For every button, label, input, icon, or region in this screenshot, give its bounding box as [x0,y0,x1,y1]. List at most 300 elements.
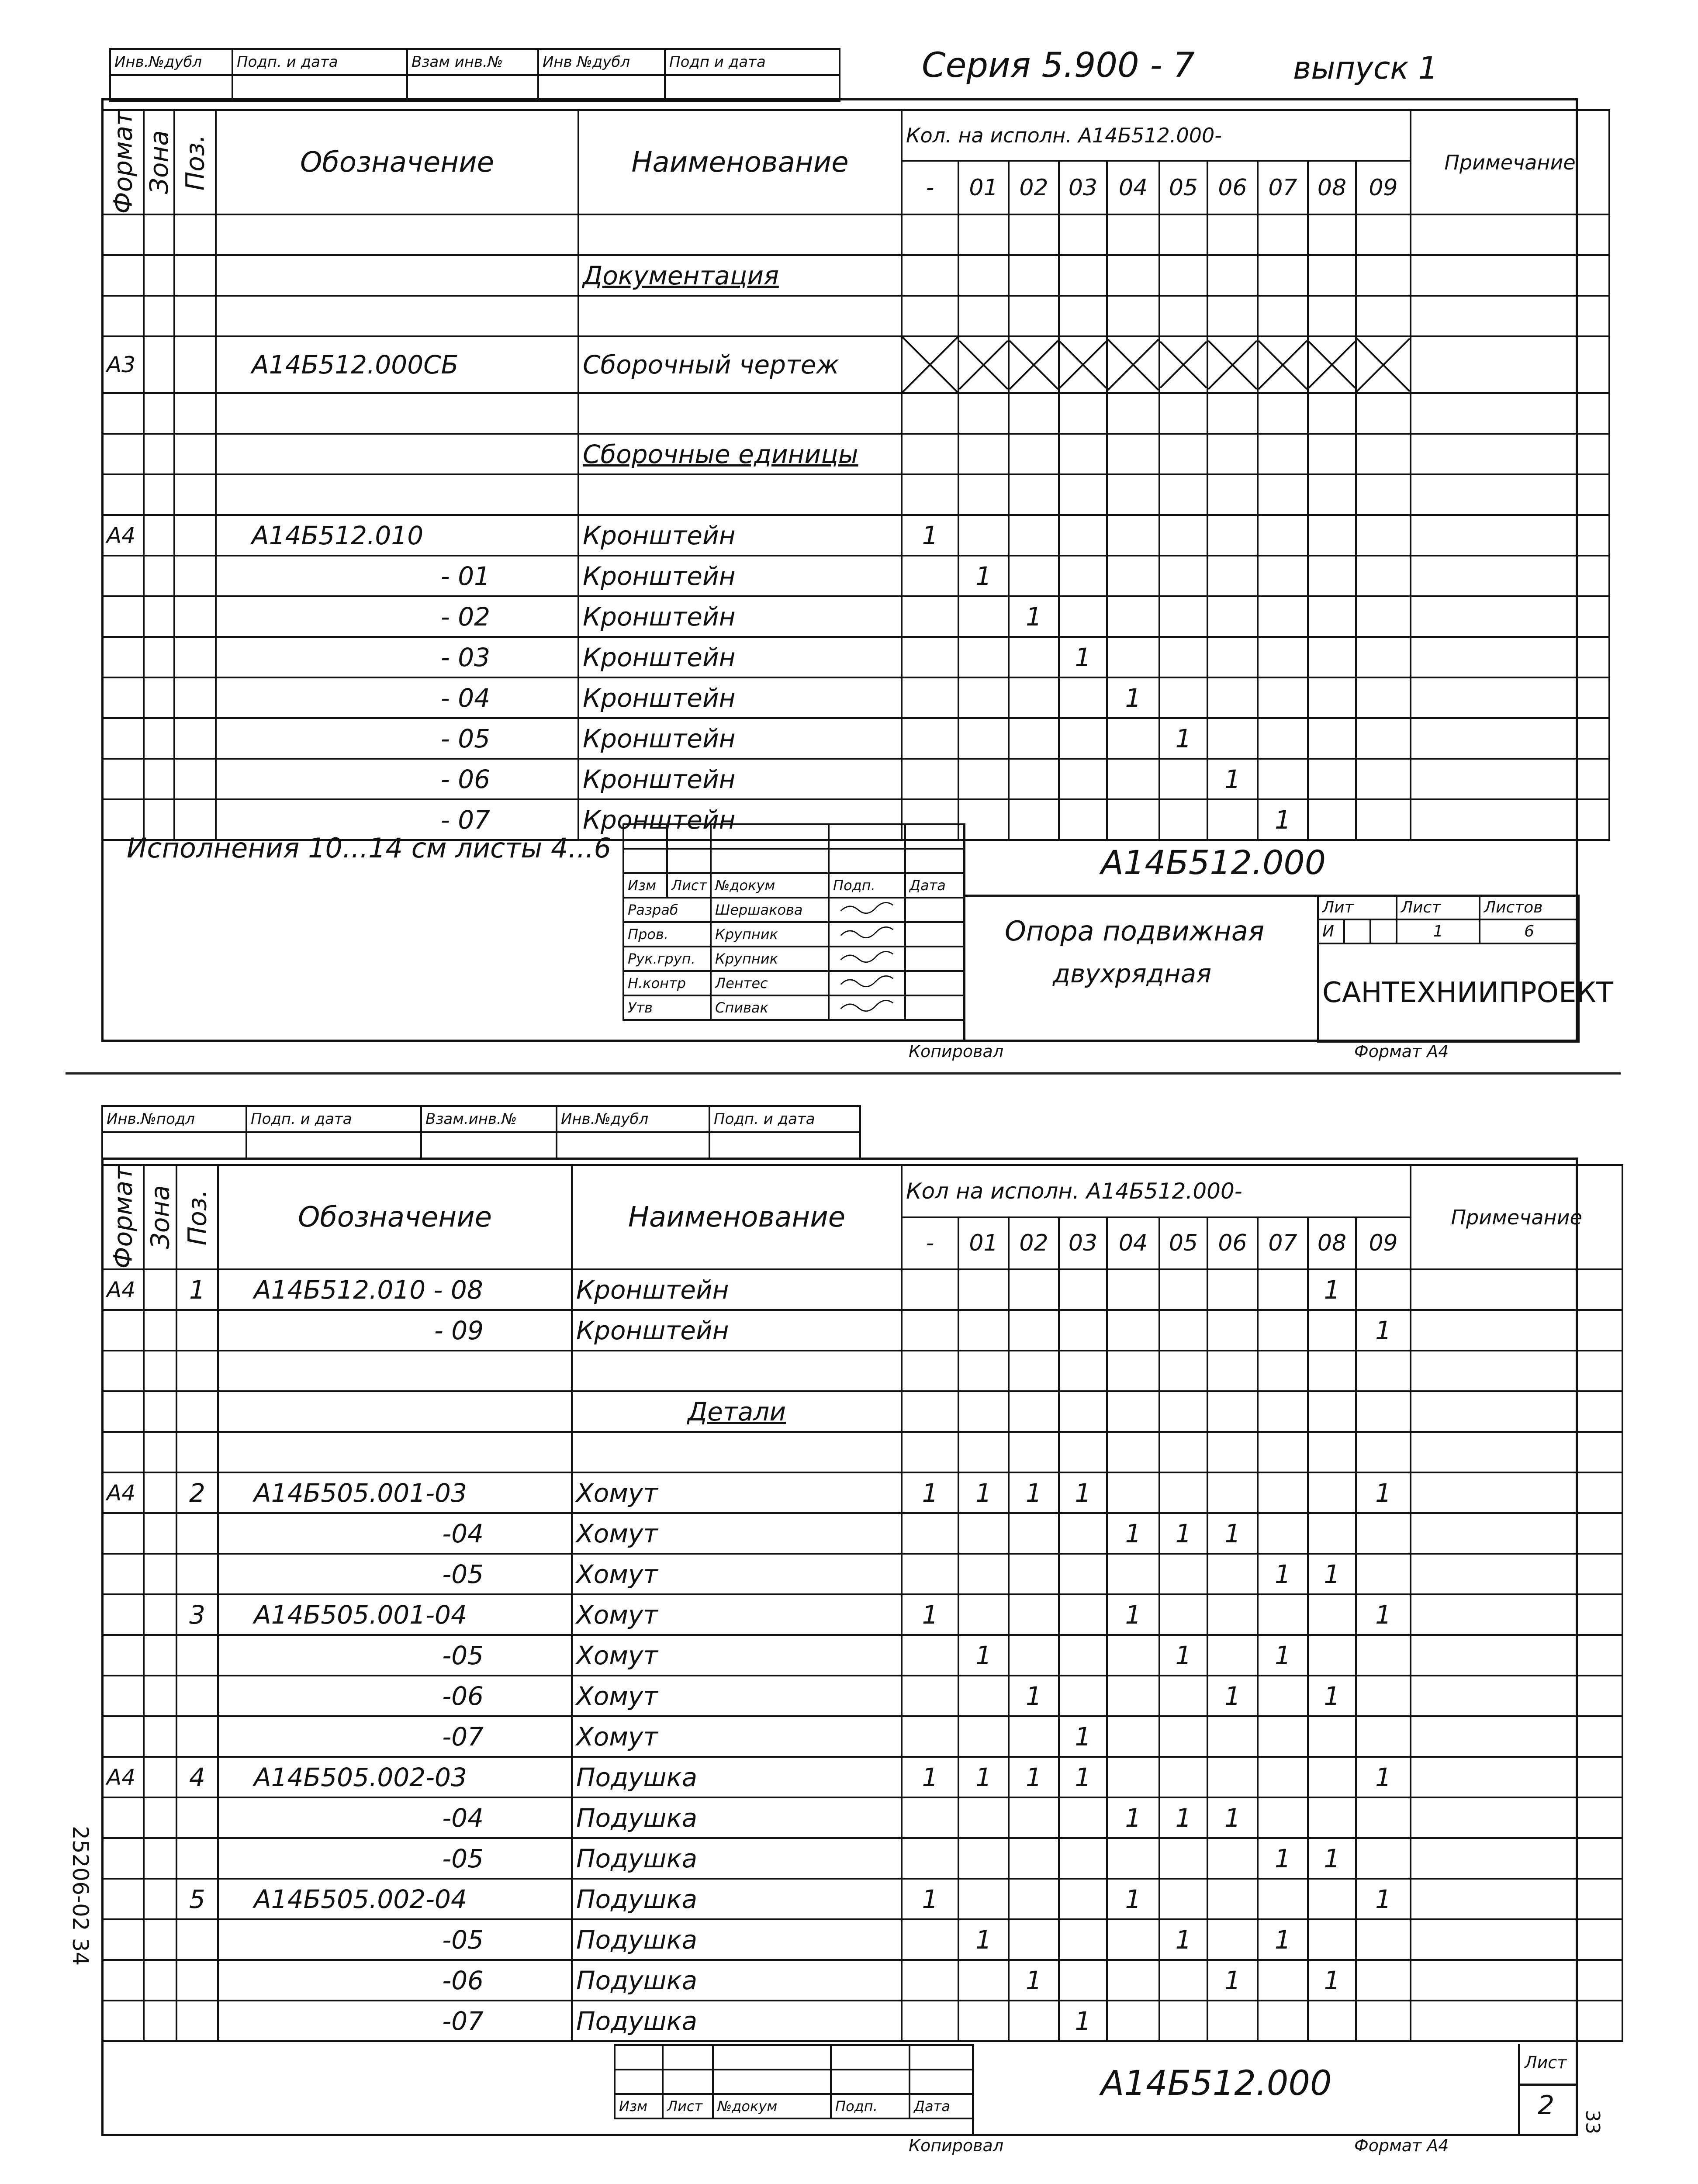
qty-cell [1159,1391,1207,1432]
variant-header: 01 [958,1217,1009,1270]
zone-cell [144,1391,176,1432]
qty-cell: 1 [1107,1797,1159,1838]
note-cell [1411,1472,1622,1513]
qty-cell: 1 [1159,1513,1207,1554]
sheet-2-stamp [101,1105,861,1159]
format-cell [102,1635,144,1676]
qty-cell [1107,1757,1159,1797]
qty-cell: 1 [1009,1472,1059,1513]
signature-cell [829,995,905,1020]
qty-cell: 1 [1258,1919,1308,1960]
format-cell [102,1432,144,1472]
format-cell [102,393,144,434]
cross-mark [959,341,1008,389]
qty-cell [958,2001,1009,2041]
signature-row [623,898,964,922]
table-row [102,515,1609,556]
table-row [102,1797,1622,1838]
designation-cell: -06 [218,1676,572,1716]
designation-cell: -07 [218,1716,572,1757]
qty-cell [1258,1351,1308,1391]
col-note: Примечание [1411,110,1609,214]
qty-cell: 1 [1159,1797,1207,1838]
qty-cell [1059,1797,1107,1838]
qty-cell [1207,1879,1258,1919]
note-cell [1411,1838,1622,1879]
qty-cell [1356,474,1411,515]
qty-cell [1308,336,1356,393]
qty-cell [958,759,1009,799]
sheet-label: Лист [1397,895,1480,919]
qty-cell: 1 [1009,1676,1059,1716]
qty-cell [1308,1351,1356,1391]
qty-cell [1159,1554,1207,1594]
qty-cell [1356,393,1411,434]
col-qty-title: Кол. на исполн. А14Б512.000- [902,110,1411,161]
designation-cell [216,296,578,336]
table-row [102,677,1609,718]
sheet-2-sheet-value: 2 [1538,2090,1555,2121]
qty-cell: 1 [1207,1676,1258,1716]
format-cell [102,1391,144,1432]
qty-cell [1308,2001,1356,2041]
stamp-cell: Подп. и дата [246,1106,421,1132]
table-row [102,718,1609,759]
signature-row [623,922,964,947]
qty-cell [1258,214,1308,255]
name-cell: Подушка [572,1838,902,1879]
designation-cell [218,1391,572,1432]
qty-cell [902,1351,958,1391]
series-label: Серия 5.900 - 7 [922,46,1195,85]
qty-cell [1107,255,1159,296]
note-cell [1411,393,1609,434]
qty-cell [1356,1919,1411,1960]
qty-cell [958,296,1009,336]
qty-cell [1059,1269,1107,1310]
pos-cell: 4 [176,1757,218,1797]
qty-cell [1159,1838,1207,1879]
qty-cell [958,1594,1009,1635]
sheet-1-spec-table [101,109,1610,841]
designation-cell: А14Б505.002-03 [218,1757,572,1797]
sheet-value: 1 [1397,919,1480,943]
signature-scribble [833,899,901,917]
note-cell [1411,1797,1622,1838]
date-cell [905,995,964,1020]
qty-cell [1159,393,1207,434]
qty-cell [1159,1472,1207,1513]
role-cell: Рук.груп. [623,947,711,971]
qty-cell [1356,677,1411,718]
qty-cell [958,474,1009,515]
designation-cell [216,214,578,255]
qty-cell [1009,1391,1059,1432]
sheet-2-sheet-label: Лист [1525,2053,1567,2072]
issue-label: выпуск 1 [1293,50,1438,86]
signature-scribble [833,948,901,966]
name-cell: Кронштейн [578,556,902,596]
name-cell [578,296,902,336]
qty-cell [1356,214,1411,255]
name-cell: Кронштейн [572,1269,902,1310]
note-cell [1411,255,1609,296]
qty-cell [1009,1594,1059,1635]
note-cell [1411,1757,1622,1797]
name-cell [578,474,902,515]
format-cell: А3 [102,336,144,393]
note-cell [1411,556,1609,596]
role-cell: Н.контр [623,971,711,995]
qty-cell [902,2001,958,2041]
copied-label: Копировал [909,1042,1004,1061]
pos-cell [176,1554,218,1594]
qty-cell: 1 [958,1919,1009,1960]
qty-cell: 1 [1107,1879,1159,1919]
qty-cell [1009,474,1059,515]
qty-cell [902,1960,958,2001]
format-cell [102,255,144,296]
pos-cell [174,718,216,759]
format-cell [102,556,144,596]
tb-line [1518,2084,1578,2086]
qty-cell [1009,677,1059,718]
zone-cell [144,1472,176,1513]
signature-cell [829,898,905,922]
signature-cell [829,922,905,947]
tb-hdr: Дата [910,2094,973,2118]
qty-cell [1356,336,1411,393]
col-format: Формат [102,1165,144,1269]
qty-cell [1207,637,1258,677]
qty-cell [1356,1432,1411,1472]
pos-cell [176,1351,218,1391]
designation-cell: -04 [218,1797,572,1838]
tb-line [963,823,965,1042]
tb-line [1518,2044,1520,2136]
qty-cell [1308,596,1356,637]
qty-cell [1258,1676,1308,1716]
note-cell [1411,1351,1622,1391]
qty-cell: 1 [958,1472,1009,1513]
note-cell [1411,515,1609,556]
sheet-separator [66,1072,1621,1075]
qty-cell [1107,1635,1159,1676]
qty-cell [1356,637,1411,677]
qty-cell [1207,214,1258,255]
qty-cell [1258,1269,1308,1310]
qty-cell [1308,214,1356,255]
qty-cell [1059,1351,1107,1391]
tb-hdr: Дата [905,873,964,898]
note-cell [1411,718,1609,759]
qty-cell [1107,799,1159,840]
qty-cell [1308,255,1356,296]
note-cell [1411,1513,1622,1554]
designation-cell [216,255,578,296]
qty-cell [902,1432,958,1472]
sheet-1-lit-table [1317,895,1613,1043]
name-cell: Подушка [572,1960,902,2001]
qty-cell: 1 [902,515,958,556]
designation-cell: А14Б512.010 [216,515,578,556]
pos-cell [176,1838,218,1879]
qty-cell [1159,1351,1207,1391]
pos-cell: 3 [176,1594,218,1635]
qty-cell [1009,1635,1059,1676]
variant-header: 01 [958,161,1009,215]
qty-cell [1258,1716,1308,1757]
qty-cell [1107,296,1159,336]
zone-cell [144,759,174,799]
table-row [102,336,1609,393]
name-cell: Хомут [572,1554,902,1594]
qty-cell [1258,759,1308,799]
qty-cell: 1 [1308,1554,1356,1594]
qty-cell: 1 [1107,1594,1159,1635]
sheet-2-spec-table [101,1164,1623,2042]
stamp-cell: Инв.№дубл [110,49,232,75]
qty-cell [1009,1797,1059,1838]
variant-header: 03 [1059,1217,1107,1270]
qty-cell [1207,1838,1258,1879]
designation-cell: А14Б505.002-04 [218,1879,572,1919]
qty-cell [902,434,958,474]
qty-cell: 1 [958,556,1009,596]
table-row [102,255,1609,296]
person-cell: Крупник [711,922,829,947]
pos-cell [174,393,216,434]
qty-cell: 1 [1356,1879,1411,1919]
qty-cell [1107,515,1159,556]
pos-cell [176,1716,218,1757]
qty-cell [902,1676,958,1716]
designation-cell: - 05 [216,718,578,759]
qty-cell [1356,1838,1411,1879]
variant-header: 08 [1308,161,1356,215]
name-cell: Сборочные единицы [578,434,902,474]
variant-header: 05 [1159,1217,1207,1270]
qty-cell [1308,474,1356,515]
qty-cell [958,255,1009,296]
qty-cell [1207,1351,1258,1391]
lit-label: Лит [1318,895,1397,919]
qty-cell [1159,474,1207,515]
qty-cell [1258,1757,1308,1797]
qty-cell [1107,1676,1159,1716]
qty-cell: 1 [1207,759,1258,799]
variant-header: 05 [1159,161,1207,215]
qty-cell [1258,718,1308,759]
pos-cell [174,434,216,474]
qty-cell [902,1635,958,1676]
qty-cell [1059,677,1107,718]
qty-cell [1258,255,1308,296]
pos-cell [176,1391,218,1432]
qty-cell [1258,1391,1308,1432]
qty-cell [902,718,958,759]
qty-cell [1009,1269,1059,1310]
qty-cell [1059,393,1107,434]
qty-cell: 1 [1308,1960,1356,2001]
qty-cell [1258,336,1308,393]
qty-cell [1009,1351,1059,1391]
qty-cell [1356,255,1411,296]
note-cell [1411,1594,1622,1635]
qty-cell [1258,1310,1308,1351]
role-cell: Утв [623,995,711,1020]
name-cell: Подушка [572,1919,902,1960]
table-row [102,214,1609,255]
qty-cell [902,1554,958,1594]
qty-cell [1107,434,1159,474]
table-row [102,1391,1622,1432]
tb-hdr: Лист [663,2094,713,2118]
note-cell [1411,1879,1622,1919]
name-cell: Подушка [572,1797,902,1838]
format-cell [102,296,144,336]
variant-header: 07 [1258,1217,1308,1270]
date-cell [905,922,964,947]
qty-cell [1308,296,1356,336]
pos-cell [174,596,216,637]
sheet-1-designation: А14Б512.000 [1101,843,1326,882]
pos-cell [176,1513,218,1554]
qty-cell [1207,1554,1258,1594]
qty-cell [1308,1472,1356,1513]
zone-cell [144,515,174,556]
person-cell: Спивак [711,995,829,1020]
qty-cell [1356,1716,1411,1757]
sheet-1-title-signatures [622,823,965,1021]
qty-cell [902,255,958,296]
name-cell: Хомут [572,1472,902,1513]
format-cell [102,677,144,718]
note-cell [1411,2001,1622,2041]
qty-cell [1258,1879,1308,1919]
variant-header: 02 [1009,1217,1059,1270]
qty-cell [958,1513,1009,1554]
note-cell [1411,637,1609,677]
stamp-cell: Взам инв.№ [407,49,538,75]
table-row [102,474,1609,515]
qty-cell [1308,718,1356,759]
note-cell [1411,434,1609,474]
qty-cell [1159,1269,1207,1310]
pos-cell [174,637,216,677]
qty-cell [958,1269,1009,1310]
pos-cell [176,1797,218,1838]
qty-cell [1107,759,1159,799]
table-row [102,637,1609,677]
tb-hdr: Подп. [829,873,905,898]
zone-cell [144,1716,176,1757]
zone-cell [144,677,174,718]
qty-cell [1059,1513,1107,1554]
qty-cell [1207,1432,1258,1472]
qty-cell: 1 [902,1757,958,1797]
note-cell [1411,799,1609,840]
signature-row [623,971,964,995]
qty-cell [1107,1554,1159,1594]
zone-cell [144,1960,176,2001]
qty-cell [1059,255,1107,296]
format-cell [102,1838,144,1879]
qty-cell [958,434,1009,474]
name-cell: Хомут [572,1716,902,1757]
designation-cell: -07 [218,2001,572,2041]
zone-cell [144,718,174,759]
zone-cell [144,1269,176,1310]
qty-cell [1009,637,1059,677]
qty-cell [958,1676,1009,1716]
qty-cell [958,1432,1009,1472]
qty-cell [1059,1960,1107,2001]
qty-cell [1009,556,1059,596]
qty-cell [1207,799,1258,840]
format-cell [102,1797,144,1838]
qty-cell [902,1919,958,1960]
col-format: Формат [102,110,144,214]
qty-cell: 1 [1059,637,1107,677]
qty-cell [1207,1594,1258,1635]
qty-cell [1107,637,1159,677]
name-cell: Детали [572,1391,902,1432]
qty-cell [1308,1757,1356,1797]
qty-cell [1207,515,1258,556]
pos-cell [176,1310,218,1351]
zone-cell [144,1757,176,1797]
qty-cell [1308,1432,1356,1472]
format-cell [102,1879,144,1919]
signature-row [623,947,964,971]
qty-cell [1159,637,1207,677]
qty-cell: 1 [1308,1676,1356,1716]
table-row [102,296,1609,336]
pos-cell [174,556,216,596]
table-row [102,1269,1622,1310]
qty-cell [1059,596,1107,637]
name-cell [578,393,902,434]
note-cell [1411,677,1609,718]
name-cell [572,1351,902,1391]
qty-cell [1159,1716,1207,1757]
qty-cell [1059,1391,1107,1432]
format-cell [102,1676,144,1716]
person-cell: Крупник [711,947,829,971]
table-row [102,1879,1622,1919]
copied-label: Копировал [909,2136,1004,2155]
signature-row [623,995,964,1020]
qty-cell [1107,1716,1159,1757]
qty-cell [1059,799,1107,840]
qty-cell [1207,2001,1258,2041]
stamp-cell: Взам.инв.№ [421,1106,557,1132]
cross-mark [1309,342,1355,388]
qty-cell [1356,2001,1411,2041]
name-cell: Хомут [572,1513,902,1554]
pos-cell [176,1635,218,1676]
pos-cell [176,2001,218,2041]
qty-cell [1207,434,1258,474]
qty-cell [1107,556,1159,596]
signature-scribble [833,997,901,1015]
format-cell [102,1513,144,1554]
qty-cell [1207,255,1258,296]
qty-cell [1107,1310,1159,1351]
qty-cell [902,637,958,677]
qty-cell [1107,214,1159,255]
